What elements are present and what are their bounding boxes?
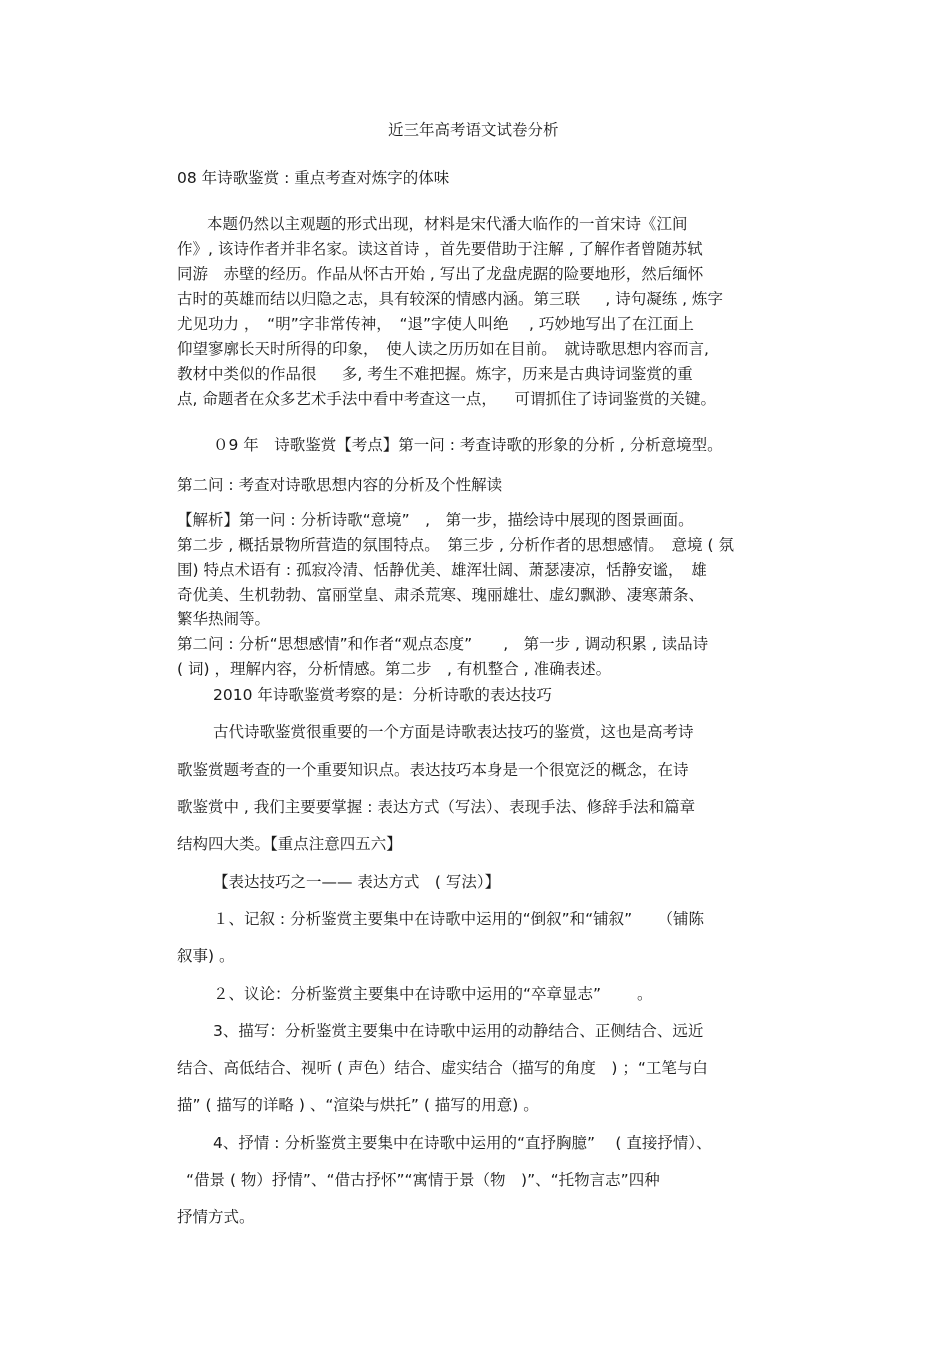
section-2010-item-line: 3、描写：分析鉴赏主要集中在诗歌中运用的动静结合、正侧结合、远近 [213, 1022, 704, 1040]
section-08-heading: 08 年诗歌鉴赏 : 重点考查对炼字的体味 [177, 169, 450, 187]
section-2010-item-line: 结合、高低结合、视听 ( 声色）结合、虚实结合（描写的角度 ) ；“工笔与白 [177, 1059, 708, 1077]
section-08-line: 仰望寥廓长天时所得的印象， 使人读之历历如在目前。 就诗歌思想内容而言, [177, 340, 709, 358]
section-08-line: 点, 命题者在众多艺术手法中看中考查这一点， 可谓抓住了诗词鉴赏的关键。 [177, 390, 716, 408]
section-09-analysis-line: 奇优美、生机勃勃、富丽堂皇、肃杀荒寒、瑰丽雄壮、虚幻飘渺、凄寒萧条、 [177, 586, 705, 604]
section-08-line: 古时的英雄而结以归隐之志，具有较深的情感内涵。第三联 , 诗句凝练 , 炼字 [177, 290, 723, 308]
section-2010-item-line: １、记叙 : 分析鉴赏主要集中在诗歌中运用的“倒叙”和“铺叙” （铺陈 [213, 910, 705, 928]
section-09-heading: ０9 年 诗歌鉴赏【考点】第一问 : 考查诗歌的形象的分析 , 分析意境型。 [213, 436, 723, 454]
section-2010-item-line: 抒情方式。 [177, 1208, 255, 1226]
section-2010-item-line: 描” ( 描写的详略 ) 、“渲染与烘托” ( 描写的用意) 。 [177, 1096, 539, 1114]
section-2010-intro-line: 歌鉴赏题考查的一个重要知识点。表达技巧本身是一个很宽泛的概念，在诗 [177, 761, 689, 779]
section-08-line: 尤见功力 ， “明”字非常传神， “退”字使人叫绝 , 巧妙地写出了在江面上 [177, 315, 694, 333]
page-title: 近三年高考语文试卷分析 [388, 121, 559, 139]
section-09-analysis-line: 繁华热闹等。 [177, 610, 271, 628]
section-08-line: 本题仍然以主观题的形式出现，材料是宋代潘大临作的一首宋诗《江间 [207, 215, 688, 233]
section-09-analysis-line: 围) 特点术语有 : 孤寂冷清、恬静优美、雄浑壮阔、萧瑟凄凉，恬静安谧， 雄 [177, 561, 707, 579]
section-2010-intro-line: 歌鉴赏中 , 我们主要要掌握 : 表达方式（写法）、表现手法、修辞手法和篇章 [177, 798, 696, 816]
section-08-line: 作》, 该诗作者并非名家。读这首诗 ，首先要借助于注解 , 了解作者曾随苏轼 [177, 240, 703, 258]
section-2010-subheading: 【表达技巧之一—— 表达方式 ( 写法）】 [213, 873, 501, 891]
section-09-analysis-line: 第二步 , 概括景物所营造的氛围特点。 第三步 , 分析作者的思想感情。 意境 ( 氛 [177, 536, 734, 554]
section-2010-item-line: ２、议论：分析鉴赏主要集中在诗歌中运用的“卒章显志” 。 [213, 985, 653, 1003]
section-09-analysis-line: 【解析】第一问 : 分析诗歌“意境” , 第一步，描绘诗中展现的图景画面。 [177, 511, 694, 529]
section-2010-intro-line: 结构四大类。【重点注意四五六】 [177, 835, 402, 853]
section-08-line: 教材中类似的作品很 多, 考生不难把握。炼字，历来是古典诗词鉴赏的重 [177, 365, 693, 383]
section-2010-heading: 2010 年诗歌鉴赏考察的是：分析诗歌的表达技巧 [213, 686, 552, 704]
section-08-line: 同游 赤壁的经历。作品从怀古开始 , 写出了龙盘虎踞的险要地形，然后缅怀 [177, 265, 704, 283]
section-09-analysis-line: 第二问 : 分析“思想感情”和作者“观点态度” , 第一步 , 调动积累 , 读品诗 [177, 635, 709, 653]
section-2010-item-line: 叙事) 。 [177, 947, 235, 965]
section-09-analysis-line: ( 词) ，理解内容，分析情感。第二步 , 有机整合 , 准确表述。 [177, 660, 612, 678]
section-2010-item-line: “借景 ( 物）抒情”、“借古抒怀”“寓情于景（物 )”、“托物言志”四种 [186, 1171, 660, 1189]
section-09-question-2: 第二问 : 考查对诗歌思想内容的分析及个性解读 [177, 476, 503, 494]
section-2010-item-line: 4、抒情 : 分析鉴赏主要集中在诗歌中运用的“直抒胸臆” ( 直接抒情）、 [213, 1134, 712, 1152]
section-2010-intro-line: 古代诗歌鉴赏很重要的一个方面是诗歌表达技巧的鉴赏，这也是高考诗 [213, 723, 694, 741]
